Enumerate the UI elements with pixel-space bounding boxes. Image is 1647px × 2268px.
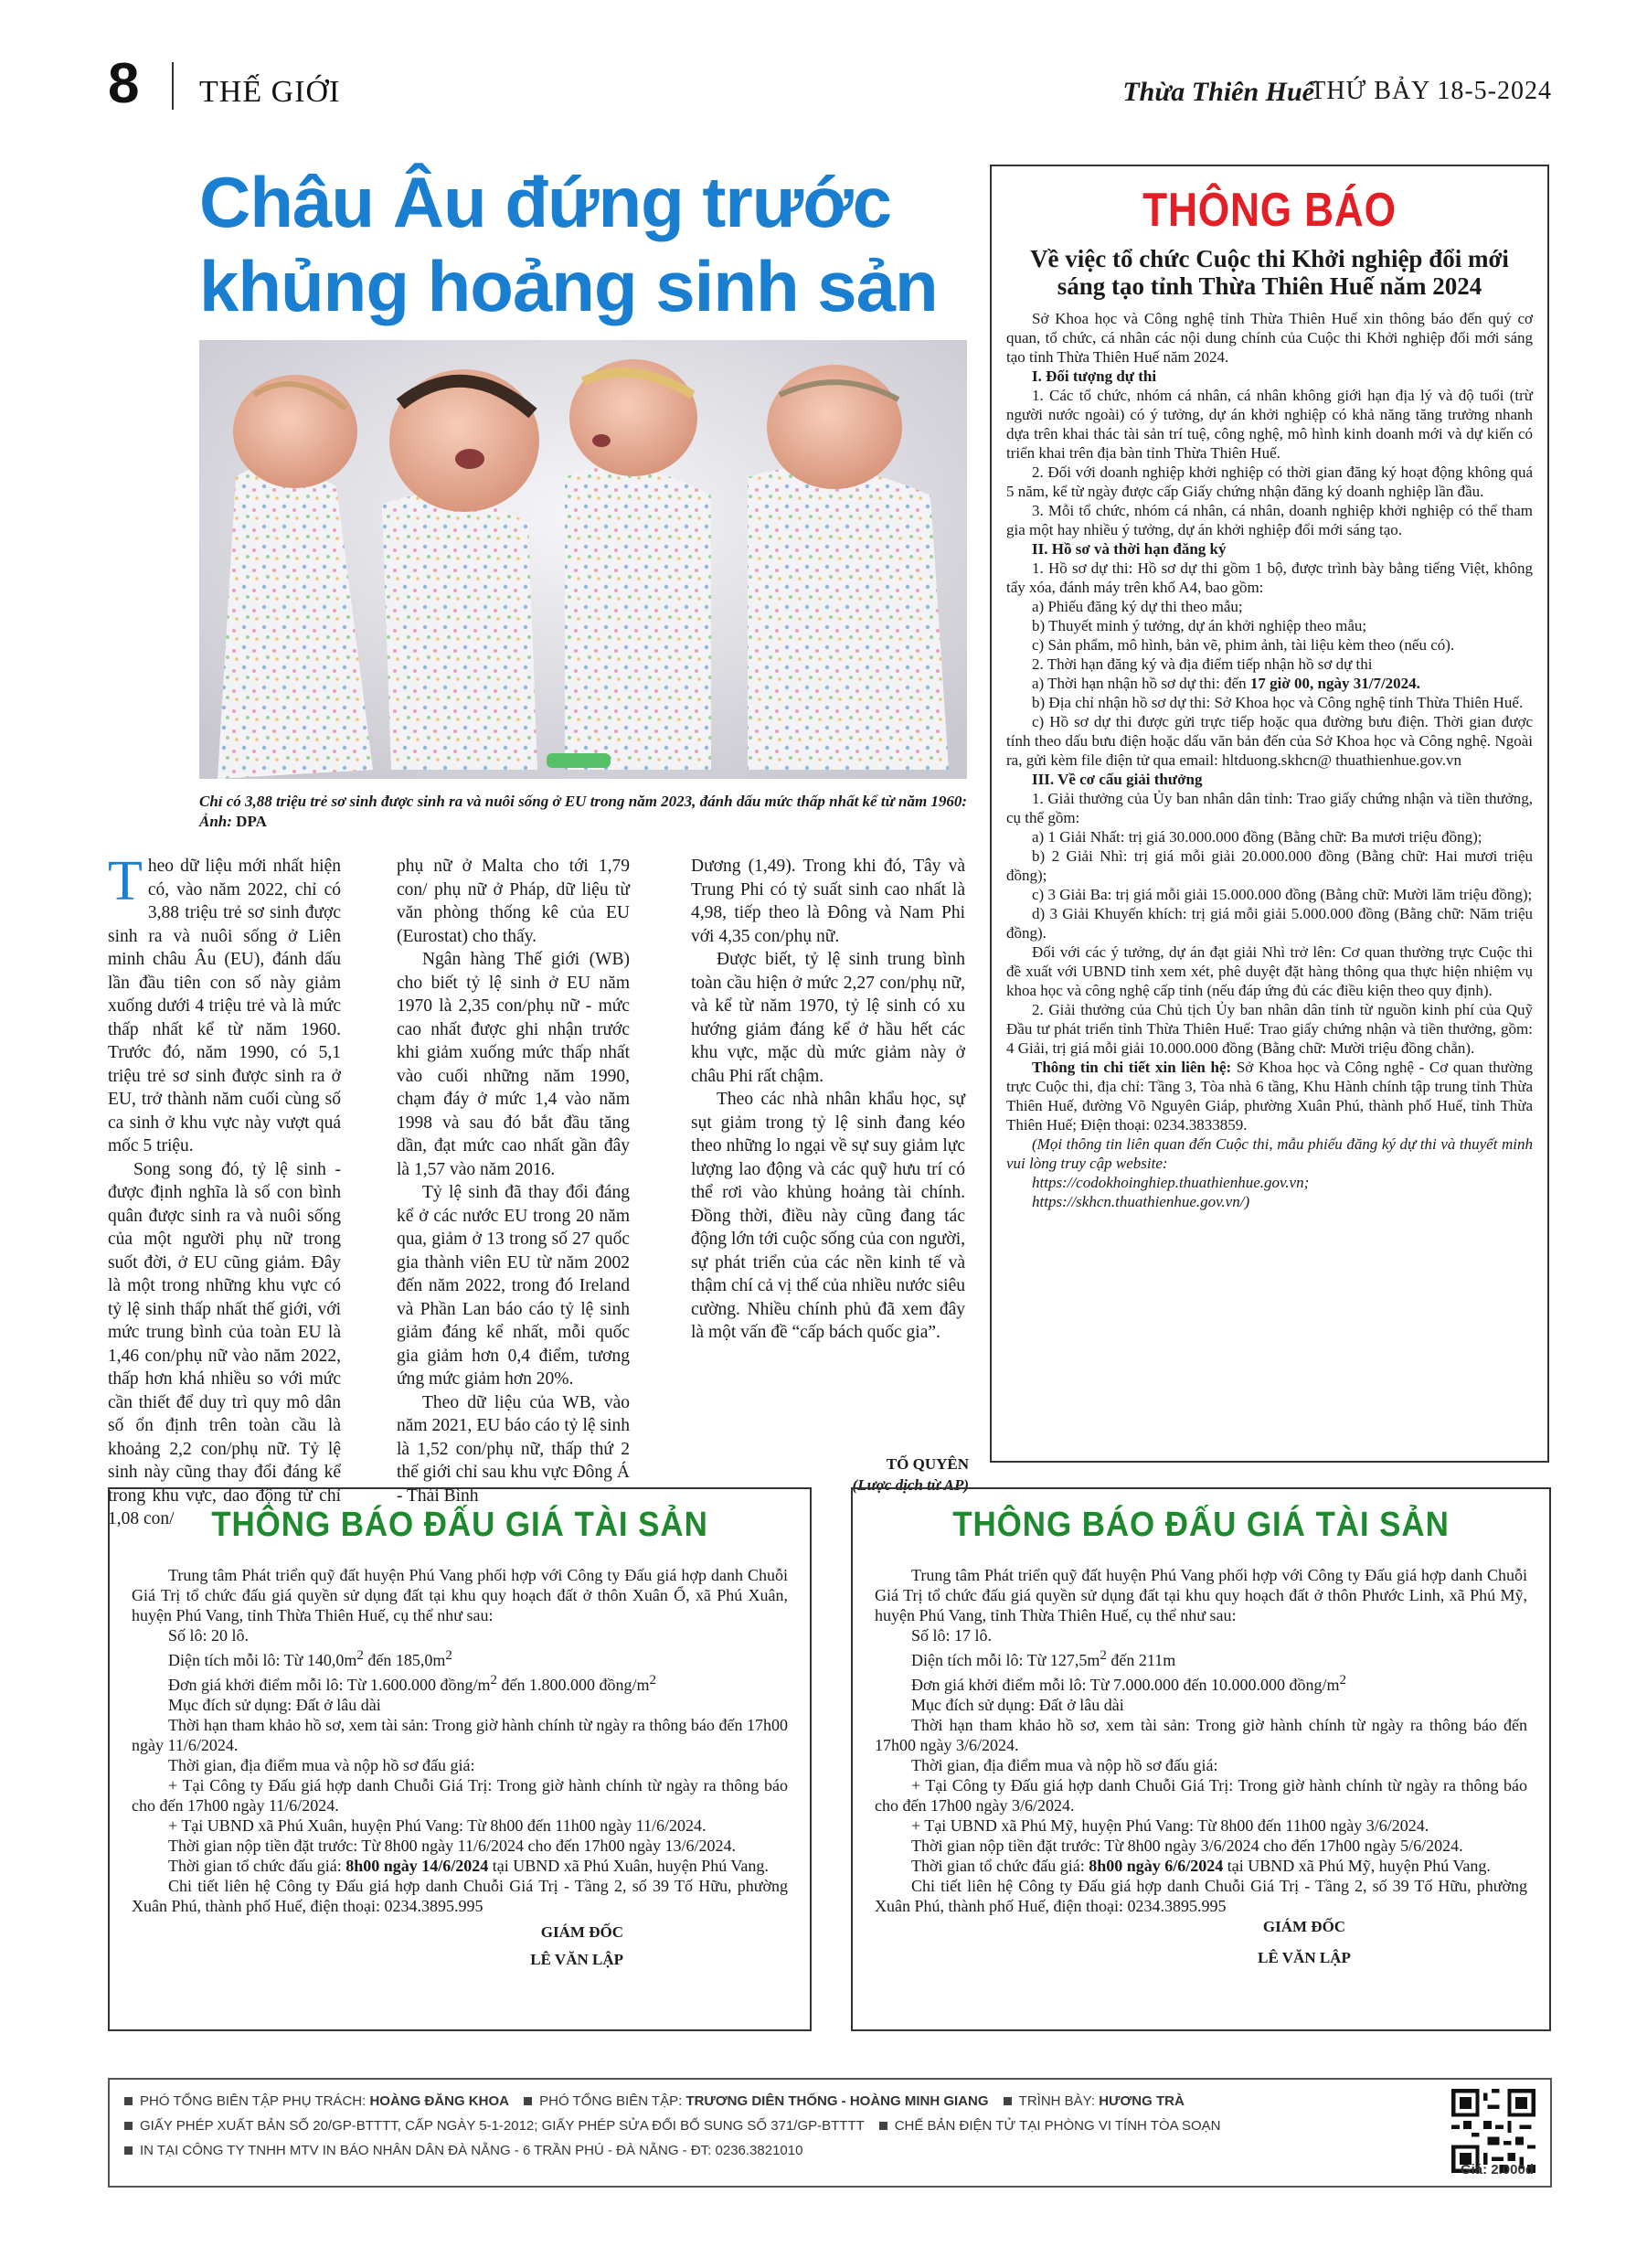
bullet-square-icon bbox=[1004, 2097, 1012, 2105]
deadline-label: a) Thời hạn nhận hồ sơ dự thi: đến bbox=[1032, 675, 1250, 692]
superscript: 2 bbox=[490, 1673, 497, 1688]
notice-body bbox=[1006, 309, 1533, 1211]
footer-text: GIẤY PHÉP XUẤT BẢN SỐ 20/GP-BTTTT, CẤP NGÀY 5-1-2012; GIẤY PHÉP SỬA ĐỔI BỔ SUNG SỐ 371/GP-BTTTT bbox=[140, 2118, 865, 2134]
footer-row-3 bbox=[124, 2138, 1535, 2163]
author-name: TỐ QUYÊN bbox=[886, 1455, 969, 1473]
article-paragraph: Tỷ lệ sinh đã thay đổi đáng kể ở các nước EU trong 20 năm qua, giảm ở 13 trong số 27 quốc gia thành viên EU từ năm 2002 đến năm 2022, trong đó Ireland và Phần Lan báo cáo tỷ lệ sinh giảm đáng kể nhất, mỗi quốc gia giảm hơn 0,4 điểm, tương ứng mức giảm hơn 20%. bbox=[397, 1183, 630, 1389]
area-text: đến 211m bbox=[1106, 1651, 1176, 1669]
footer-label: TRÌNH BÀY: bbox=[1018, 2093, 1100, 2109]
bullet-square-icon bbox=[124, 2122, 133, 2130]
auction-notice-left bbox=[108, 1487, 812, 2031]
paragraph-text: heo dữ liệu mới nhất hiện có, vào năm 2022, chỉ có 3,88 triệu trẻ sơ sinh được sinh ra và nuôi sống ở Liên minh châu Âu (EU), đánh dấu lần đầu tiên con số này giảm xuống dưới 4 triệu trẻ và là mức thấp nhất kể từ năm 1960. Trước đó, năm 1990, có 5,1 triệu trẻ sơ sinh được sinh ra ở EU, trở thành năm cuối cùng số ca sinh ở khu vực này vượt quá mốc 5 triệu. bbox=[108, 857, 341, 1155]
notice-paragraph: b) 2 Giải Nhì: trị giá mỗi giải 20.000.000 đồng (Bằng chữ: Hai mươi triệu đồng); bbox=[1006, 847, 1533, 884]
superscript: 2 bbox=[1339, 1673, 1346, 1688]
article-paragraph: phụ nữ ở Malta cho tới 1,79 con/ phụ nữ ở Pháp, dữ liệu từ văn phòng thống kê của EU (Eurostat) cho thấy. bbox=[397, 857, 630, 946]
headline-line-1: Châu Âu đứng trước bbox=[199, 162, 892, 242]
footer-row-1 bbox=[124, 2089, 1535, 2114]
article-paragraph: Song song đó, tỷ lệ sinh - được định nghĩa là số con bình quân được sinh ra và nuôi sống của một người phụ nữ trong suốt đời, ở EU cũng giảm. Đây là một trong những khu vực có tỷ lệ sinh thấp nhất thế giới, với mức trung bình của toàn EU là 1,46 con/phụ nữ vào năm 2022, thấp hơn khá nhiều so với mức cần thiết để duy trì quy mô dân số ổn định trên toàn cầu là khoảng 2,2 con/phụ nữ. Tỷ lệ sinh này cũng thay đổi đáng kể trong khu vực, dao động từ chỉ 1,08 con/ bbox=[108, 1159, 341, 1528]
area-text: Diện tích mỗi lô: Từ 127,5m bbox=[911, 1651, 1100, 1669]
caption-text: Chỉ có 3,88 triệu trẻ sơ sinh được sinh ra và nuôi sống ở EU trong năm 2023, đánh dấu mức thấp nhất kể từ năm 1960: Ảnh: bbox=[199, 793, 968, 830]
auction-paragraph: Chi tiết liên hệ Công ty Đấu giá hợp danh Chuỗi Giá Trị - Tầng 2, số 39 Tố Hữu, phường Xuân Phú, thành phố Huế, điện thoại: 0234.3895.995 bbox=[875, 1877, 1527, 1915]
bullet-square-icon bbox=[124, 2097, 133, 2105]
area-text: Diện tích mỗi lô: Từ 140,0m bbox=[168, 1651, 357, 1669]
auction-time-value: 8h00 ngày 6/6/2024 bbox=[1089, 1857, 1224, 1875]
auction-time-label: Thời gian tổ chức đấu giá: bbox=[911, 1857, 1089, 1875]
footer-text: IN TẠI CÔNG TY TNHH MTV IN BÁO NHÂN DÂN ĐÀ NẴNG - 6 TRẦN PHÚ - ĐÀ NẴNG - ĐT: 0236.3821010 bbox=[140, 2143, 803, 2158]
auction-paragraph: + Tại Công ty Đấu giá hợp danh Chuỗi Giá Trị: Trong giờ hành chính từ ngày ra thông báo cho đến 17h00 ngày 3/6/2024. bbox=[875, 1776, 1527, 1815]
notice-paragraph bbox=[1006, 1058, 1533, 1134]
article-paragraph bbox=[108, 850, 341, 1158]
website-link-2[interactable]: https://skhcn.thuathienhue.gov.vn/) bbox=[1032, 1193, 1250, 1210]
caption-credit: DPA bbox=[236, 813, 267, 830]
auction-paragraph bbox=[875, 1856, 1527, 1876]
auction-paragraph bbox=[875, 1670, 1527, 1695]
notice-paragraph: Sở Khoa học và Công nghệ tỉnh Thừa Thiên Huế xin thông báo đến quý cơ quan, tổ chức, cá nhân các nội dung chính của Cuộc thi Khởi nghiệp đổi mới sáng tạo tỉnh Thừa Thiên Huế năm 2024. bbox=[1006, 310, 1533, 366]
contest-notice-box bbox=[990, 165, 1549, 1463]
notice-paragraph: 1. Các tổ chức, nhóm cá nhân, cá nhân không giới hạn địa lý và độ tuổi (trừ người nước ngoài) có ý tưởng, dự án khởi nghiệp có khả năng tăng trưởng nhanh dựa trên khai thác tài sản trí tuệ, công nghệ, mô hình kinh doanh mới và dự kiến có triển khai trên địa bàn tỉnh Thừa Thiên Huế. bbox=[1006, 387, 1533, 462]
area-text: đến 185,0m bbox=[363, 1651, 446, 1669]
auction-time-value: 8h00 ngày 14/6/2024 bbox=[345, 1857, 489, 1875]
footer-label: PHÓ TỔNG BIÊN TẬP PHỤ TRÁCH: bbox=[140, 2093, 370, 2109]
footer-row-2 bbox=[124, 2114, 1535, 2138]
notice-paragraph: a) 1 Giải Nhất: trị giá 30.000.000 đồng (Bằng chữ: Ba mươi triệu đồng); bbox=[1032, 828, 1482, 846]
auction-time-label: Thời gian tổ chức đấu giá: bbox=[168, 1857, 346, 1875]
notice-paragraph: 2. Đối với doanh nghiệp khởi nghiệp có thời gian đăng ký hoạt động không quá 5 năm, kể từ ngày được cấp Giấy chứng nhận đăng ký doanh nghiệp lần đầu. bbox=[1006, 463, 1533, 500]
article-paragraph: Dương (1,49). Trong khi đó, Tây và Trung Phi có tỷ suất sinh cao nhất là 4,98, tiếp theo là Đông và Nam Phi với 4,35 con/phụ nữ. bbox=[691, 857, 965, 946]
drop-cap: T bbox=[108, 850, 143, 912]
section-name: THẾ GIỚI bbox=[199, 75, 341, 109]
signature-title: GIÁM ĐỐC bbox=[1262, 1918, 1346, 1935]
auction-paragraph: Mục đích sử dụng: Đất ở lâu dài bbox=[168, 1696, 381, 1714]
auction-paragraph: + Tại UBND xã Phú Mỹ, huyện Phú Vang: Từ 8h00 đến 11h00 ngày 3/6/2024. bbox=[911, 1816, 1429, 1835]
auction-title: THÔNG BÁO ĐẤU GIÁ TÀI SẢN bbox=[211, 1506, 708, 1544]
auction-time-place: tại UBND xã Phú Mỹ, huyện Phú Vang. bbox=[1223, 1857, 1491, 1875]
auction-notice-right bbox=[851, 1487, 1551, 2031]
auction-time-place: tại UBND xã Phú Xuân, huyện Phú Vang. bbox=[488, 1857, 769, 1875]
paper-name: Thừa Thiên Huế bbox=[1122, 77, 1314, 107]
masthead-footer bbox=[108, 2078, 1552, 2188]
contact-text: Sở Khoa học và Công nghệ - Cơ quan thường trực Cuộc thi, địa chỉ: Tầng 3, Tòa nhà 6 tầng, Khu Hành chính tập trung tỉnh Thừa Thiên Huế, đường Võ Nguyên Giáp, phường Xuân Phú, thành phố Huế, tỉnh Thừa Thiên Huế; Điện thoại: 0234.3833859. bbox=[1006, 1059, 1533, 1134]
header-divider bbox=[172, 62, 174, 110]
notice-note: (Mọi thông tin liên quan đến Cuộc thi, mẫu phiếu đăng ký dự thi và thuyết minh vui lòng truy cập website: bbox=[1006, 1135, 1533, 1172]
notice-paragraph: c) 3 Giải Ba: trị giá mỗi giải 15.000.000 đồng (Bằng chữ: Mười lăm triệu đồng); bbox=[1032, 886, 1533, 903]
auction-paragraph: Thời hạn tham khảo hồ sơ, xem tài sản: Trong giờ hành chính từ ngày ra thông báo đến 17h00 ngày 11/6/2024. bbox=[132, 1716, 788, 1754]
website-link-1[interactable]: https://codokhoinghiep.thuathienhue.gov.vn; bbox=[1032, 1174, 1310, 1191]
price-text: đến 1.800.000 đồng/m bbox=[496, 1676, 650, 1694]
footer-text: CHẾ BẢN ĐIỆN TỬ TẠI PHÒNG VI TÍNH TÒA SOẠN bbox=[894, 2118, 1221, 2134]
deadline-value: 17 giờ 00, ngày 31/7/2024. bbox=[1249, 675, 1420, 692]
article-column-3 bbox=[691, 855, 965, 1345]
notice-paragraph: 1. Hồ sơ dự thi: Hồ sơ dự thi gồm 1 bộ, được trình bày bằng tiếng Việt, không tẩy xóa, đánh máy trên khổ A4, bao gồm: bbox=[1006, 559, 1533, 596]
auction-body bbox=[875, 1565, 1527, 1916]
bullet-square-icon bbox=[524, 2097, 532, 2105]
auction-paragraph: Thời gian nộp tiền đặt trước: Từ 8h00 ngày 3/6/2024 cho đến 17h00 ngày 5/6/2024. bbox=[911, 1837, 1463, 1855]
page-number: 8 bbox=[108, 52, 140, 115]
footer-value: HƯƠNG TRÀ bbox=[1099, 2093, 1185, 2109]
issue-date: THỨ BẢY 18-5-2024 bbox=[1310, 77, 1552, 105]
auction-paragraph bbox=[875, 1645, 1527, 1670]
notice-section-heading: III. Về cơ cấu giải thưởng bbox=[1032, 771, 1203, 788]
notice-paragraph bbox=[1006, 674, 1533, 693]
footer-label: PHÓ TỔNG BIÊN TẬP: bbox=[539, 2093, 686, 2109]
notice-paragraph: 3. Mỗi tổ chức, nhóm cá nhân, cá nhân, doanh nghiệp khởi nghiệp có thể tham gia một hay nhiều ý tưởng, dự án khởi nghiệp đổi mới sáng tạo. bbox=[1006, 502, 1533, 538]
auction-paragraph: + Tại Công ty Đấu giá hợp danh Chuỗi Giá Trị: Trong giờ hành chính từ ngày ra thông báo cho đến 17h00 ngày 11/6/2024. bbox=[132, 1776, 788, 1815]
bullet-square-icon bbox=[124, 2146, 133, 2155]
superscript: 2 bbox=[649, 1673, 656, 1688]
notice-section-heading: I. Đối tượng dự thi bbox=[1032, 367, 1157, 385]
article-column-2 bbox=[397, 855, 630, 1507]
notice-title: THÔNG BÁO bbox=[1142, 184, 1397, 237]
footer-value: HOÀNG ĐĂNG KHOA bbox=[369, 2093, 509, 2109]
price-text: Đơn giá khởi điểm mỗi lô: Từ 7.000.000 đến 10.000.000 đồng/m bbox=[911, 1676, 1340, 1694]
superscript: 2 bbox=[445, 1648, 452, 1663]
notice-paragraph: c) Sản phẩm, mô hình, bản vẽ, phim ảnh, tài liệu kèm theo (nếu có). bbox=[1032, 636, 1455, 654]
auction-paragraph: Thời hạn tham khảo hồ sơ, xem tài sản: Trong giờ hành chính từ ngày ra thông báo đến 17h00 ngày 3/6/2024. bbox=[875, 1716, 1527, 1754]
notice-paragraph: b) Địa chỉ nhận hồ sơ dự thi: Sở Khoa học và Công nghệ tỉnh Thừa Thiên Huế. bbox=[1032, 694, 1524, 711]
superscript: 2 bbox=[356, 1648, 364, 1663]
article-paragraph: Được biết, tỷ lệ sinh trung bình toàn cầu hiện ở mức 2,27 con/phụ nữ, và kể từ năm 1970, tỷ lệ sinh có xu hướng giảm đáng kể ở hầu hết các khu vực, mặc dù mức giảm này ở châu Phi rất chậm. bbox=[691, 950, 965, 1086]
notice-paragraph: b) Thuyết minh ý tưởng, dự án khởi nghiệp theo mẫu; bbox=[1032, 617, 1367, 634]
article-column-1 bbox=[108, 850, 341, 1531]
notice-paragraph: 2. Thời hạn đăng ký và địa điểm tiếp nhận hồ sơ dự thi bbox=[1032, 655, 1373, 673]
auction-paragraph bbox=[132, 1645, 788, 1670]
signature-name: LÊ VĂN LẬP bbox=[530, 1951, 623, 1968]
price-text: Đơn giá khởi điểm mỗi lô: Từ 1.600.000 đồng/m bbox=[168, 1676, 491, 1694]
auction-paragraph bbox=[132, 1856, 788, 1876]
auction-paragraph: + Tại UBND xã Phú Xuân, huyện Phú Vang: Từ 8h00 đến 11h00 ngày 11/6/2024. bbox=[168, 1816, 707, 1835]
notice-paragraph: 1. Giải thưởng của Ủy ban nhân dân tỉnh: Trao giấy chứng nhận và tiền thưởng, cụ thể gồm: bbox=[1006, 790, 1533, 826]
footer-value: TRƯƠNG DIÊN THỐNG - HOÀNG MINH GIANG bbox=[685, 2093, 989, 2109]
article-source: (Lược dịch từ AP) bbox=[852, 1476, 969, 1494]
article-headline bbox=[199, 160, 976, 328]
page-header bbox=[108, 52, 1552, 119]
notice-section-heading: II. Hồ sơ và thời hạn đăng ký bbox=[1032, 540, 1227, 558]
superscript: 2 bbox=[1100, 1648, 1107, 1663]
issue-price: Giá: 2.000đ bbox=[1460, 2162, 1534, 2177]
auction-paragraph: Trung tâm Phát triển quỹ đất huyện Phú Vang phối hợp với Công ty Đấu giá hợp danh Chuỗi Giá Trị tổ chức đấu giá quyền sử dụng đất tại khu quy hoạch đất ở thôn Phước Linh, xã Phú Mỹ, huyện Phú Vang, tỉnh Thừa Thiên Huế, cụ thể như sau: bbox=[875, 1566, 1527, 1624]
article-photo-newborns bbox=[199, 340, 967, 779]
auction-paragraph: Mục đích sử dụng: Đất ở lâu dài bbox=[911, 1696, 1124, 1714]
auction-paragraph bbox=[132, 1670, 788, 1695]
signature-name: LÊ VĂN LẬP bbox=[1258, 1949, 1351, 1966]
article-paragraph: Ngân hàng Thế giới (WB) cho biết tỷ lệ sinh ở EU năm 1970 là 2,35 con/phụ nữ - mức cao nhất được ghi nhận trước khi giảm xuống mức thấp nhất vào cuối những năm 1990, chạm đáy ở mức 1,4 vào năm 1998 và sau đó bắt đầu tăng dần, đạt mức cao nhất gần đây là 1,57 vào năm 2016. bbox=[397, 950, 630, 1179]
contact-label: Thông tin chi tiết xin liên hệ: bbox=[1032, 1059, 1232, 1076]
notice-paragraph: c) Hồ sơ dự thi được gửi trực tiếp hoặc qua đường bưu điện. Thời gian được tính theo dấu bưu điện hoặc dấu văn bản đến của Sở Khoa học và Công nghệ. Ngoài ra, gửi kèm file điện tử qua email: hltduong.skhcn@ thuathienhue.gov.vn bbox=[1006, 713, 1533, 769]
auction-paragraph: Thời gian, địa điểm mua và nộp hồ sơ đấu giá: bbox=[911, 1756, 1218, 1774]
article-paragraph: Theo dữ liệu của WB, vào năm 2021, EU báo cáo tỷ lệ sinh là 1,52 con/phụ nữ, thấp thứ 2 thế giới chỉ sau khu vực Đông Á - Thái Bình bbox=[397, 1392, 630, 1506]
photo-caption bbox=[199, 792, 972, 832]
notice-paragraph: Đối với các ý tưởng, dự án đạt giải Nhì trở lên: Cơ quan thường trực Cuộc thi đề xuất với UBND tỉnh xem xét, phê duyệt đặt hàng thông qua thực hiện nhiệm vụ khoa học và công nghệ cấp tỉnh (nếu đáp ứng đủ các điều kiện theo quy định). bbox=[1006, 943, 1533, 999]
auction-title: THÔNG BÁO ĐẤU GIÁ TÀI SẢN bbox=[952, 1506, 1450, 1544]
notice-subtitle: Về việc tổ chức Cuộc thi Khởi nghiệp đổi mới sáng tạo tỉnh Thừa Thiên Huế năm 2024 bbox=[1030, 245, 1509, 300]
auction-paragraph: Thời gian nộp tiền đặt trước: Từ 8h00 ngày 11/6/2024 cho đến 17h00 ngày 13/6/2024. bbox=[168, 1837, 736, 1855]
notice-paragraph: a) Phiếu đăng ký dự thi theo mẫu; bbox=[1032, 598, 1243, 615]
auction-paragraph: Số lô: 20 lô. bbox=[168, 1626, 250, 1645]
auction-body bbox=[132, 1565, 788, 1916]
article-paragraph: Theo các nhà nhân khẩu học, sự sụt giảm trong tỷ lệ sinh đang kéo theo những lo ngại về sự suy giảm lực lượng lao động và các quỹ hưu trí có thể rơi vào khủng hoảng tài chính. Đồng thời, điều này cũng đang tác động lớn tới cuộc sống của con người, sự phát triển của các nền kinh tế và thậm chí cả vị thế của nhiều nước siêu cường. Nhiều chính phủ đã xem đây là một vấn đề “cấp bách quốc gia”. bbox=[691, 1090, 965, 1342]
auction-paragraph: Trung tâm Phát triển quỹ đất huyện Phú Vang phối hợp với Công ty Đấu giá hợp danh Chuỗi Giá Trị tổ chức đấu giá quyền sử dụng đất tại khu quy hoạch đất ở thôn Xuân Ổ, xã Phú Xuân, huyện Phú Vang, tỉnh Thừa Thiên Huế, cụ thể như sau: bbox=[132, 1566, 788, 1624]
notice-paragraph: d) 3 Giải Khuyến khích: trị giá mỗi giải 5.000.000 đồng (Bằng chữ: Năm triệu đồng). bbox=[1006, 905, 1533, 942]
bullet-square-icon bbox=[879, 2122, 887, 2130]
signature-title: GIÁM ĐỐC bbox=[540, 1923, 623, 1941]
notice-paragraph: 2. Giải thưởng của Chủ tịch Ủy ban nhân dân tỉnh từ nguồn kinh phí của Quỹ Đầu tư phát triển tỉnh Thừa Thiên Huế: Trao giấy chứng nhận và tiền thưởng, gồm: 4 Giải, trị giá mỗi giải 10.000.000 đồng (Bằng chữ: Mười triệu đồng chẵn). bbox=[1006, 1001, 1533, 1057]
auction-paragraph: Thời gian, địa điểm mua và nộp hồ sơ đấu giá: bbox=[168, 1756, 475, 1774]
auction-paragraph: Chi tiết liên hệ Công ty Đấu giá hợp danh Chuỗi Giá Trị - Tầng 2, số 39 Tố Hữu, phường Xuân Phú, thành phố Huế, điện thoại: 0234.3895.995 bbox=[132, 1877, 788, 1915]
headline-line-2: khủng hoảng sinh sản bbox=[199, 246, 938, 326]
auction-paragraph: Số lô: 17 lô. bbox=[911, 1626, 993, 1645]
